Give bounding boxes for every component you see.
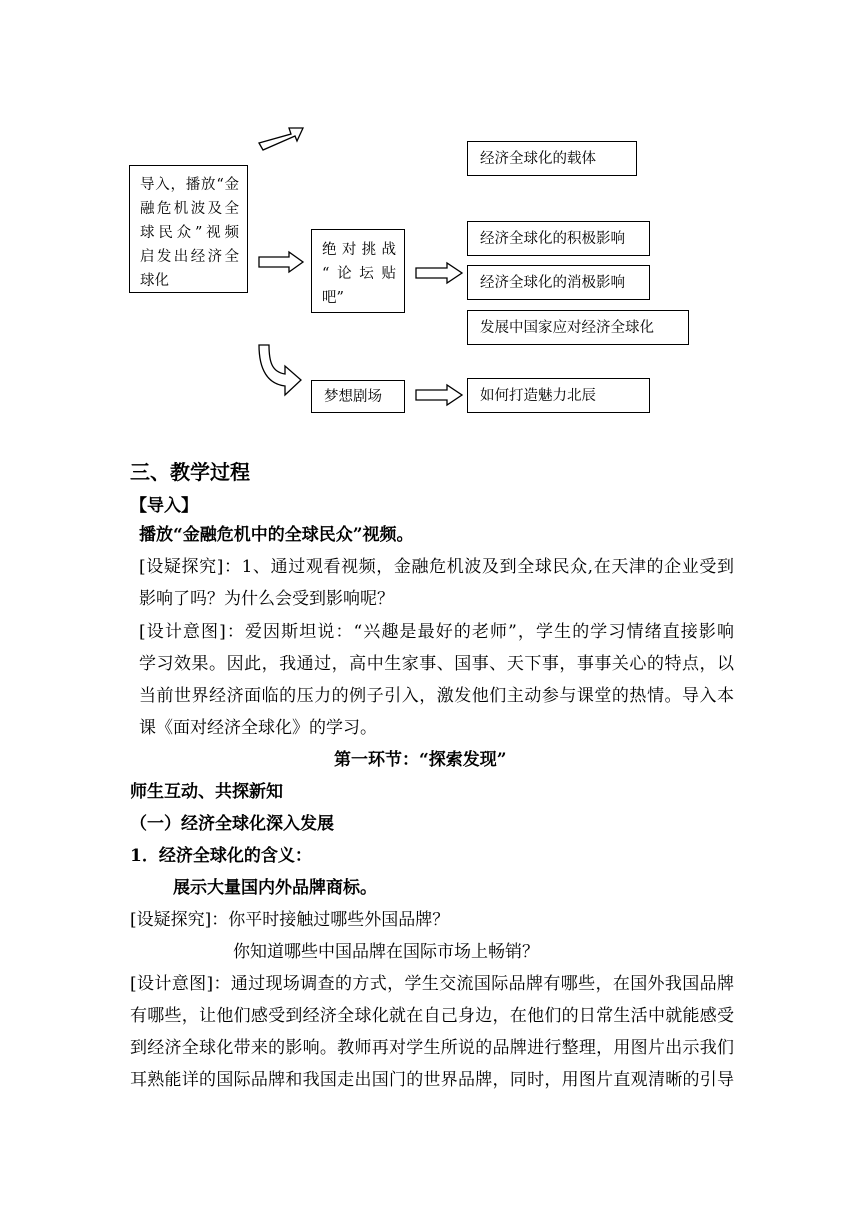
design-1-line-2: 学习效果。因此，我通过，高中生家事、国事、天下事，事事关心的特点，以	[139, 654, 734, 674]
design-2-line-1	[130, 972, 734, 996]
right-box-label: 经济全球化的载体	[480, 150, 596, 167]
question-text: ：1、通过观看视频，金融危机波及到全球民众,在天津的企业受到	[223, 557, 735, 577]
right-box	[467, 310, 689, 345]
link-1-title: 第一环节：“探索发现”	[334, 750, 507, 770]
interact-title: 师生互动、共探新知	[130, 782, 283, 802]
intro-play: 播放“金融危机中的全球民众”视频。	[139, 525, 414, 545]
design-text: ：爱因斯坦说：“兴趣是最好的老师”，学生的学习情绪直接影响	[225, 622, 734, 642]
question-tag: [设疑探究]	[139, 557, 224, 577]
start-box-line: 融危机波及全	[140, 201, 239, 217]
subsection-1: （一）经济全球化深入发展	[130, 814, 334, 834]
right-box-label: 经济全球化的消极影响	[480, 274, 625, 291]
mid-box-label: 梦想剧场	[324, 388, 382, 405]
question-1-line-2: 影响了吗？为什么会受到影响呢？	[139, 589, 394, 609]
question-tag: [设疑探究]	[130, 910, 212, 930]
start-box-line: 球化	[140, 273, 169, 289]
item-1: 1．经济全球化的含义：	[130, 846, 312, 866]
right-box-label: 经济全球化的积极影响	[480, 230, 625, 247]
start-box	[129, 165, 248, 293]
right-arrow-icon	[416, 385, 462, 405]
curved-arrow-icon	[259, 345, 301, 395]
question-2-line-2: 你知道哪些中国品牌在国际市场上畅销？	[233, 942, 539, 962]
mid-box-dream-theater	[311, 380, 405, 413]
start-box-line: 球民众”视频	[140, 225, 239, 241]
diagonal-arrow-icon	[259, 128, 303, 150]
flow-diagram	[0, 0, 860, 440]
right-box	[467, 265, 650, 300]
design-tag: [设计意图]	[139, 622, 226, 642]
design-2-line-3: 到经济全球化带来的影响。教师再对学生所说的品牌进行整理，用图片出示我们	[130, 1038, 734, 1058]
right-arrow-icon	[259, 252, 303, 272]
design-1-line-3: 当前世界经济面临的压力的例子引入，激发他们主动参与课堂的热情。导入本	[139, 686, 734, 706]
right-box	[467, 221, 650, 256]
design-2-line-2: 有哪些，让他们感受到经济全球化就在自己身边，在他们的日常生活中就能感受	[130, 1006, 734, 1026]
design-text: ：通过现场调查的方式，学生交流国际品牌有哪些，在国外我国品牌	[213, 974, 735, 994]
question-2-line-1	[130, 908, 449, 932]
question-1-line-1	[139, 555, 734, 579]
question-text: ：你平时接触过哪些外国品牌？	[211, 910, 450, 930]
show-brands: 展示大量国内外品牌商标。	[173, 878, 377, 898]
intro-heading: 【导入】	[130, 496, 198, 516]
right-box-label: 发展中国家应对经济全球化	[480, 319, 654, 336]
right-box-label: 如何打造魅力北辰	[480, 387, 596, 404]
right-box	[467, 141, 637, 176]
design-tag: [设计意图]	[130, 974, 214, 994]
mid-box-forum	[311, 229, 405, 313]
mid-box-line: 吧”	[322, 290, 344, 306]
right-arrow-icon	[416, 263, 462, 283]
design-1-line-1	[139, 620, 734, 644]
start-box-line: 启发出经济全	[140, 249, 239, 265]
design-1-line-4: 课《面对经济全球化》的学习。	[139, 718, 377, 738]
section-title: 三、教学过程	[130, 460, 250, 484]
mid-box-line: 绝对挑战	[322, 242, 396, 258]
start-box-line: 导入，播放“金	[140, 177, 239, 193]
design-2-line-4: 耳熟能详的国际品牌和我国走出国门的世界品牌，同时，用图片直观清晰的引导	[130, 1070, 734, 1090]
right-box	[467, 378, 650, 413]
mid-box-line: “论坛贴	[322, 266, 396, 282]
